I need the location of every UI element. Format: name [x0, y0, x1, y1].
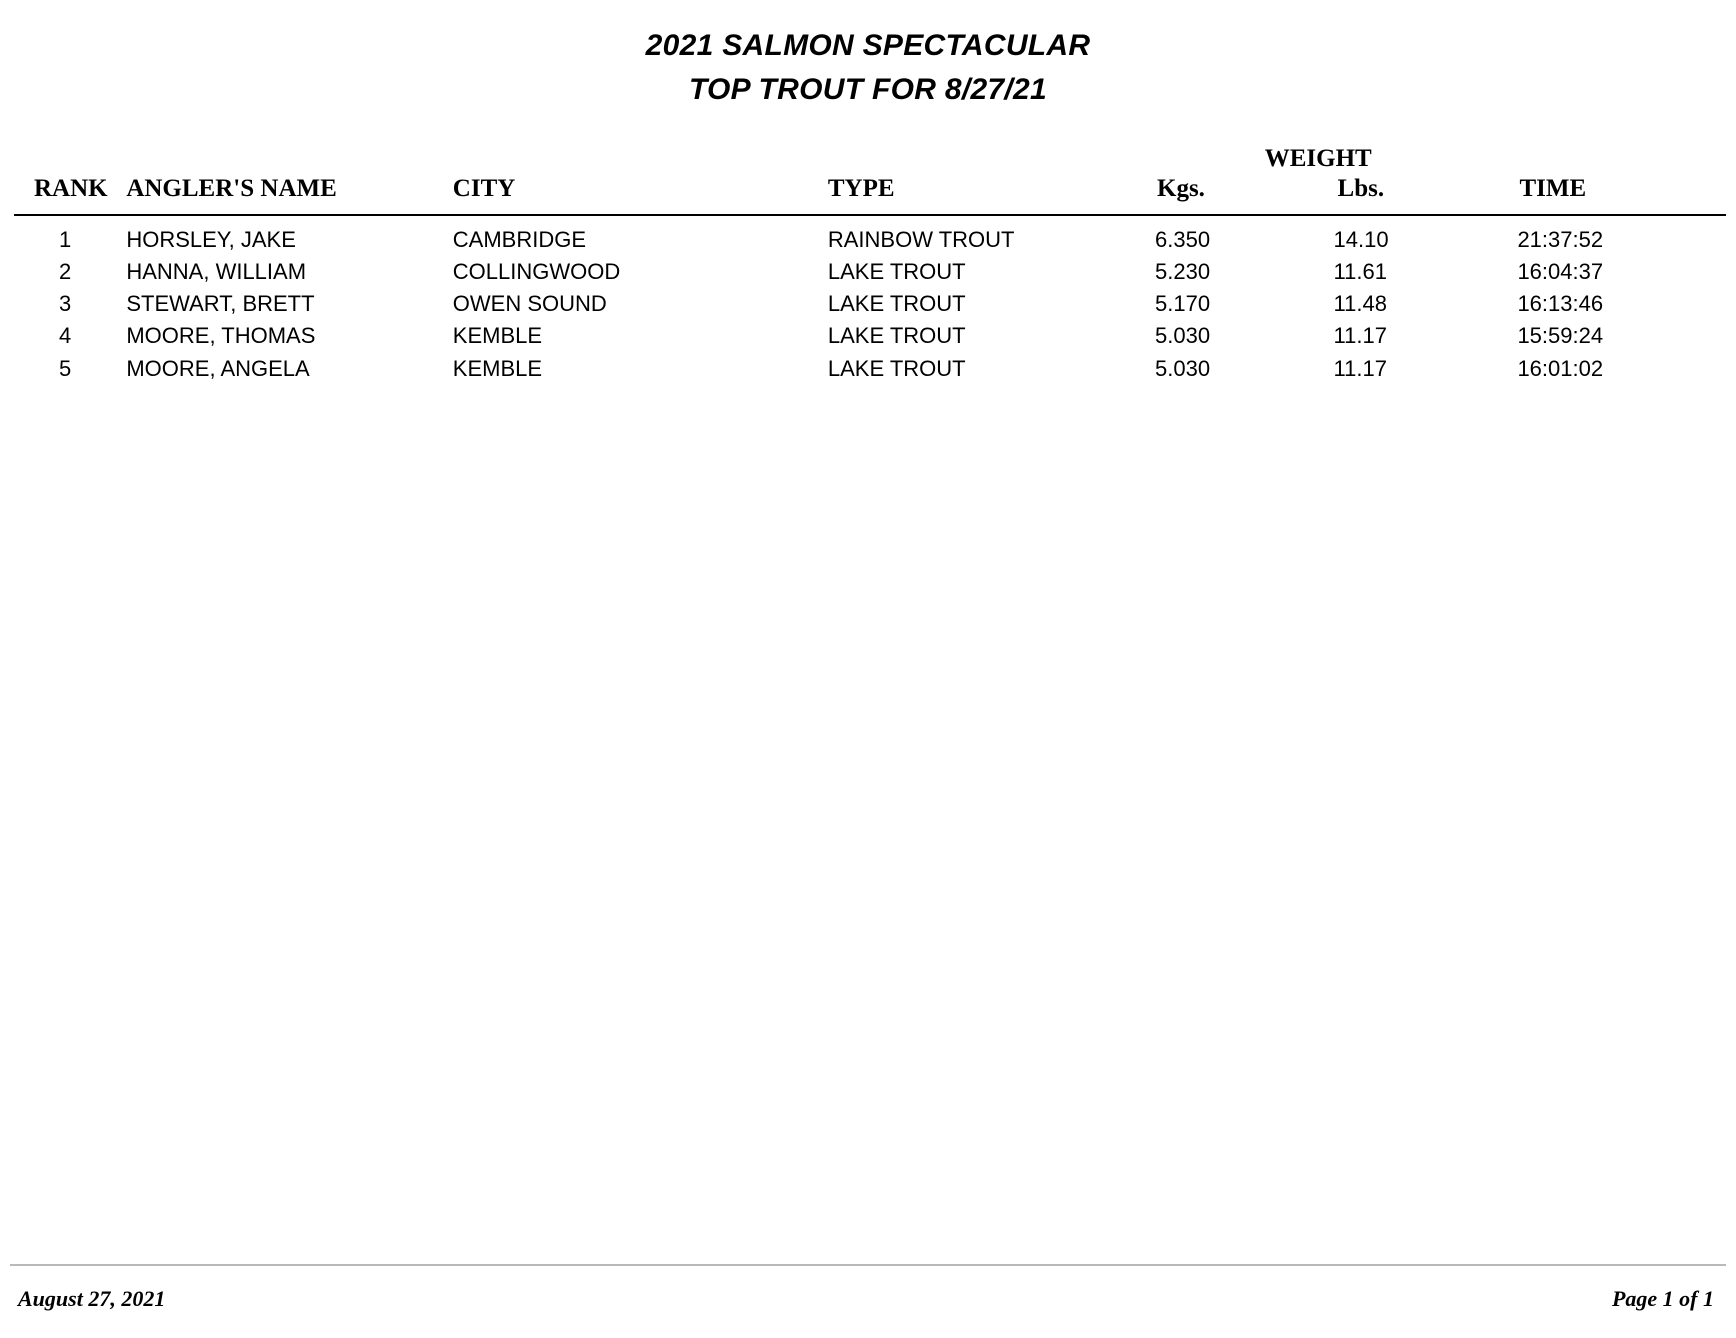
table-row	[14, 353, 1726, 385]
column-header-time: TIME	[1519, 175, 1587, 202]
cell-kgs: 5.230	[1155, 259, 1211, 285]
weight-group-header-row	[14, 145, 1726, 175]
column-header-rank: RANK	[34, 175, 108, 202]
table-row	[14, 320, 1726, 352]
footer-content	[18, 1286, 1714, 1312]
cell-name: HORSLEY, JAKE	[126, 227, 296, 252]
cell-city: KEMBLE	[452, 323, 543, 349]
title-line-1: 2021 SALMON SPECTACULAR	[645, 29, 1091, 62]
cell-name: MOORE, ANGELA	[126, 355, 310, 381]
cell-lbs: 11.61	[1333, 259, 1387, 285]
header-divider	[14, 214, 1726, 216]
cell-type: LAKE TROUT	[827, 355, 966, 381]
column-header-kgs: Kgs.	[1157, 175, 1205, 202]
cell-type: LAKE TROUT	[827, 259, 966, 285]
cell-lbs: 14.10	[1333, 227, 1389, 252]
cell-type: LAKE TROUT	[827, 323, 966, 349]
cell-kgs: 6.350	[1155, 227, 1211, 252]
table-head	[14, 145, 1726, 217]
cell-type: RAINBOW TROUT	[827, 227, 1015, 252]
column-header-row	[14, 175, 1726, 213]
cell-rank: 1	[59, 227, 72, 252]
cell-time: 15:59:24	[1517, 323, 1604, 349]
spacer-time	[1491, 145, 1726, 175]
spacer-type	[820, 145, 1145, 175]
results-table-container	[0, 145, 1736, 385]
cell-city: OWEN SOUND	[452, 291, 607, 317]
cell-kgs: 5.030	[1155, 355, 1211, 381]
results-table	[14, 145, 1726, 385]
cell-rank: 2	[59, 259, 72, 285]
spacer-rank	[14, 145, 116, 175]
cell-name: HANNA, WILLIAM	[126, 259, 307, 285]
cell-name: MOORE, THOMAS	[126, 323, 316, 349]
page-footer	[0, 1264, 1736, 1338]
cell-rank: 3	[59, 291, 72, 317]
weight-group-header: WEIGHT	[1264, 145, 1372, 172]
footer-page-number: Page 1 of 1	[1611, 1286, 1714, 1311]
column-header-type: TYPE	[827, 175, 895, 202]
table-row	[14, 256, 1726, 288]
cell-time: 21:37:52	[1517, 227, 1604, 252]
cell-lbs: 11.17	[1333, 355, 1387, 381]
table-row	[14, 217, 1726, 256]
cell-type: LAKE TROUT	[827, 291, 966, 317]
title-line-2: TOP TROUT FOR 8/27/21	[688, 72, 1048, 106]
cell-lbs: 11.17	[1333, 323, 1387, 349]
document-title	[0, 0, 1736, 111]
cell-kgs: 5.030	[1155, 323, 1211, 349]
table-body	[14, 217, 1726, 385]
column-header-city: CITY	[452, 175, 516, 202]
cell-city: KEMBLE	[452, 355, 543, 381]
cell-rank: 5	[59, 355, 72, 381]
column-header-lbs: Lbs.	[1337, 175, 1385, 202]
column-header-name: ANGLER'S NAME	[126, 175, 337, 202]
spacer-name	[116, 145, 446, 175]
footer-date: August 27, 2021	[18, 1286, 166, 1311]
cell-time: 16:01:02	[1517, 355, 1604, 381]
cell-city: CAMBRIDGE	[452, 227, 587, 252]
spacer-city	[447, 145, 820, 175]
cell-time: 16:13:46	[1517, 291, 1604, 317]
cell-rank: 4	[59, 323, 72, 349]
cell-time: 16:04:37	[1517, 259, 1604, 285]
cell-kgs: 5.170	[1155, 291, 1211, 317]
cell-name: STEWART, BRETT	[126, 291, 315, 317]
cell-city: COLLINGWOOD	[452, 259, 621, 285]
table-row	[14, 288, 1726, 320]
cell-lbs: 11.48	[1333, 291, 1387, 317]
footer-divider	[10, 1264, 1726, 1266]
